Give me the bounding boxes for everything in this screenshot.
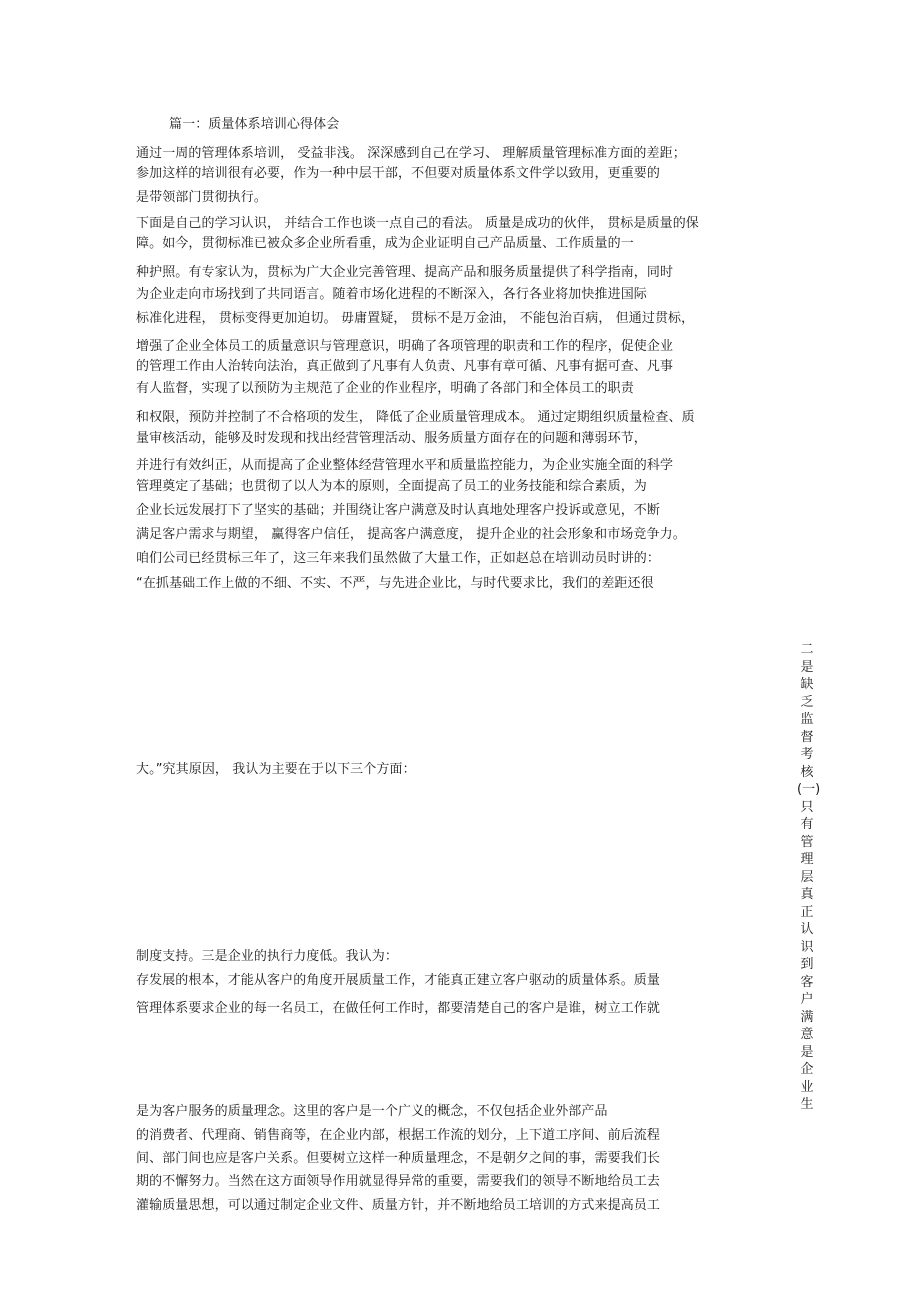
text-line: 是带领部门贯彻执行。: [136, 190, 268, 205]
text-line: 的管理工作由人治转向法治，真正做到了凡事有人负责、凡事有章可循、凡事有据可查、凡事: [136, 359, 674, 374]
text-line: 标准化进程， 贯标变得更加迫切。 毋庸置疑， 贯标不是万金油， 不能包治百病， 但通过贯标，: [136, 311, 695, 326]
text-line: 并进行有效纠正，从而提高了企业整体经营管理水平和质量监控能力，为企业实施全面的科学: [136, 458, 674, 473]
text-line: 灌输质量思想，可以通过制定企业文件、质量方针，并不断地给员工培训的方式来提高员工: [136, 1198, 661, 1213]
text-line: 制度支持。三是企业的执行力度低。我认为：: [136, 949, 399, 964]
text-line: 管理奠定了基础；也贯彻了以人为本的原则，全面提高了员工的业务技能和综合素质，为: [136, 479, 647, 494]
text-line: 存发展的根本，才能从客户的角度开展质量工作，才能真正建立客户驱动的质量体系。质量: [136, 973, 661, 988]
text-line: 管理体系要求企业的每一名员工，在做任何工作时，都要清楚自己的客户是谁，树立工作就: [136, 1001, 661, 1016]
side-column-text: 二是缺乏监督考核(一)只有管理层真正认识到客户满意是企业生: [797, 642, 821, 1112]
text-line: 大。”究其原因， 我认为主要在于以下三个方面：: [136, 762, 416, 777]
text-line: 满足客户需求与期望， 赢得客户信任， 提高客户满意度， 提升企业的社会形象和市场竞争力。: [136, 527, 686, 542]
text-line: 下面是自己的学习认识， 并结合工作也谈一点自己的看法。 质量是成功的伙伴， 贯标是质量的保: [136, 216, 699, 231]
document-title: 篇一：质量体系培训心得体会: [169, 117, 340, 132]
text-line: 期的不懈努力。当然在这方面领导作用就显得异常的重要，需要我们的领导不断地给员工去: [136, 1174, 661, 1189]
text-line: 是为客户服务的质量理念。这里的客户是一个广义的概念，不仅包括企业外部产品: [136, 1104, 608, 1119]
text-line: 的消费者、代理商、销售商等，在企业内部，根据工作流的划分，上下道工序间、前后流程: [136, 1128, 661, 1143]
text-line: 企业长远发展打下了坚实的基础；并围绕让客户满意及时认真地处理客户投诉或意见，不断: [136, 503, 661, 518]
text-line: 障。如今，贯彻标准已被众多企业所看重，成为企业证明自己产品质量、工作质量的一: [136, 236, 634, 251]
text-line: 增强了企业全体员工的质量意识与管理意识，明确了各项管理的职责和工作的程序，促使企业: [136, 339, 674, 354]
text-line: 有人监督，实现了以预防为主规范了企业的作业程序，明确了各部门和全体员工的职责: [136, 381, 634, 396]
text-line: 为企业走向市场找到了共同语言。随着市场化进程的不断深入，各行各业将加快推进国际: [136, 287, 647, 302]
text-line: 和权限，预防并控制了不合格项的发生， 降低了企业质量管理成本。 通过定期组织质量检查、质: [136, 410, 695, 425]
text-line: “在抓基础工作上做的不细、不实、不严，与先进企业比，与时代要求比，我们的差距还很: [136, 576, 654, 591]
text-line: 参加这样的培训很有必要，作为一种中层干部，不但要对质量体系文件学以致用，更重要的: [136, 166, 661, 181]
text-line: 种护照。有专家认为，贯标为广大企业完善管理、提高产品和服务质量提供了科学指南，同时: [136, 265, 674, 280]
text-line: 量审核活动，能够及时发现和找出经营管理活动、服务质量方面存在的问题和薄弱环节，: [136, 431, 647, 446]
text-line: 咱们公司已经贯标三年了，这三年来我们虽然做了大量工作，正如赵总在培训动员时讲的：: [136, 551, 661, 566]
text-line: 间、部门间也应是客户关系。但要树立这样一种质量理念，不是朝夕之间的事，需要我们长: [136, 1151, 661, 1166]
text-line: 通过一周的管理体系培训， 受益非浅。 深深感到自己在学习、 理解质量管理标准方面的差距；: [136, 146, 686, 161]
